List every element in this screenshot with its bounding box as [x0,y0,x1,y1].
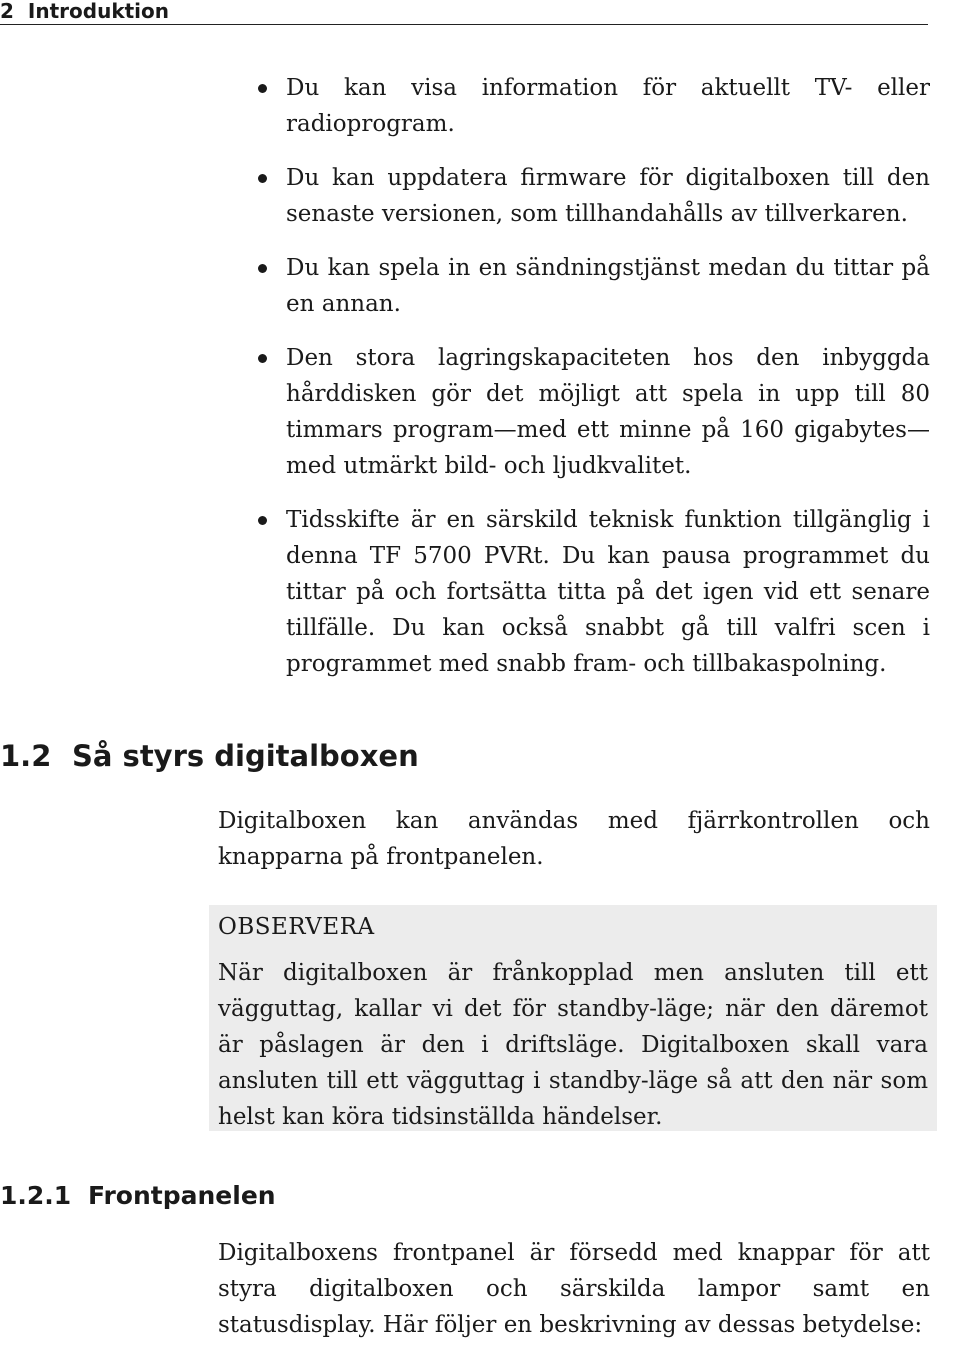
list-item-text: Du kan spela in en sändningstjänst medan du tittar på en annan. [286,255,930,317]
list-item [258,160,930,232]
bullet-icon [258,516,267,525]
note-box [209,905,937,1131]
frontpanel-paragraph: Digitalboxens frontpanel är försedd med knappar för att styra digitalboxen och särskilda lampor samt en statusdisplay. Här följer en beskrivning av dessas betydelse: [218,1240,930,1338]
section-intro-paragraph: Digitalboxen kan användas med fjärrkontrollen och knapparna på frontpanelen. [218,808,930,870]
bullet-icon [258,84,267,93]
list-item [258,340,930,484]
running-header [0,0,928,25]
list-item-text: Den stora lagringskapaciteten hos den inbyggda hårddisken gör det möjligt att spela in upp till 80 timmars program—med ett minne på 160 gigabytes—med utmärkt bild- och ljudkvalitet. [286,345,930,479]
note-text: När digitalboxen är frånkopplad men ansluten till ett vägguttag, kallar vi det för standby-läge; när den däremot är påslagen är den i driftsläge. Digitalboxen skall vara ansluten till ett vägguttag i standby-läge så att den när som helst kan köra tidsinställda händelser. [218,960,928,1130]
list-item [258,250,930,322]
bullet-icon [258,264,267,273]
section-heading-1-2-1 [0,1178,276,1214]
note-label: OBSERVERA [218,914,375,940]
list-item [258,70,930,142]
chapter-number: 2 [0,0,14,23]
feature-list [258,70,930,700]
list-item-text: Tidsskifte är en särskild teknisk funktion tillgänglig i denna TF 5700 PVRt. Du kan pausa programmet du tittar på och fortsätta titta på det igen vid ett senare tillfälle. Du kan också snabbt gå till valfri scen i programmet med snabb fram- och tillbakaspolning. [286,507,930,677]
chapter-title: Introduktion [27,0,170,23]
section-number: 1.2 [0,739,52,773]
bullet-icon [258,354,267,363]
list-item-text: Du kan uppdatera firmware för digitalboxen till den senaste versionen, som tillhandahålls av tillverkaren. [286,165,930,227]
subsection-title: Frontpanelen [88,1181,276,1210]
subsection-number: 1.2.1 [0,1181,72,1210]
bullet-icon [258,174,267,183]
list-item-text: Du kan visa information för aktuellt TV- eller radioprogram. [286,75,930,137]
list-item [258,502,930,682]
section-heading-1-2 [0,736,419,776]
section-title: Så styrs digitalboxen [72,739,419,773]
